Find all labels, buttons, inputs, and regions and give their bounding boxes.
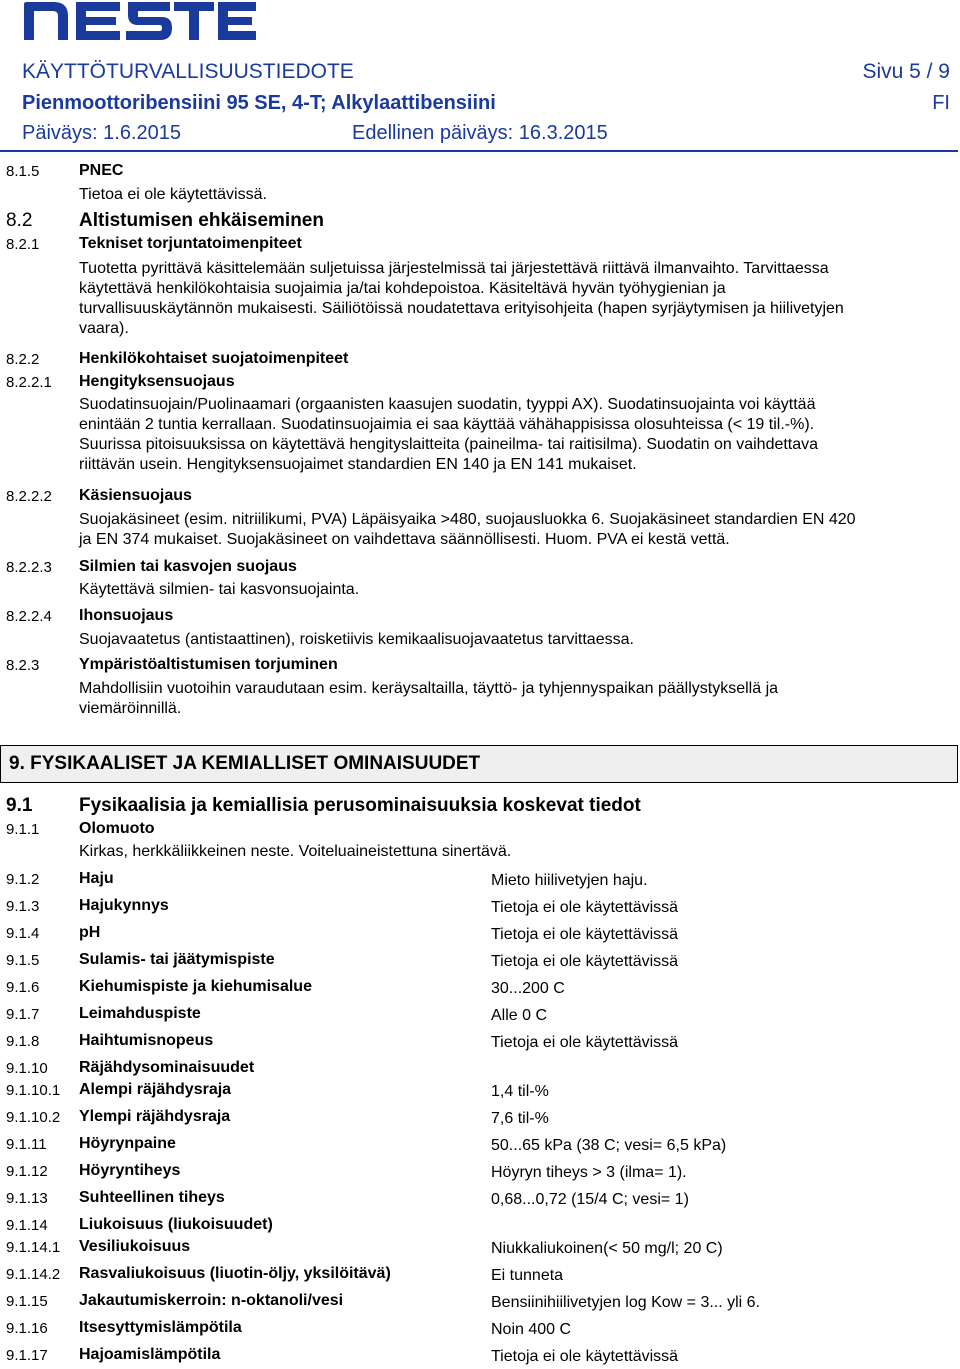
section-number: 8.2.2.3 xyxy=(6,559,52,576)
section-title-tekniset: Tekniset torjuntatoimenpiteet xyxy=(79,235,302,252)
section-paragraph: Mahdollisiin vuotoihin varaudutaan esim. keräysaltailla, täyttö- ja tyhjennyspaikan päällystyksellä ja viemäröinnillä. xyxy=(79,680,779,717)
section-title-perusominaisuudet: Fysikaalisia ja kemiallisia perusominaisuuksia koskevat tiedot xyxy=(79,795,641,816)
section-title-ihonsuojaus: Ihonsuojaus xyxy=(79,607,174,624)
section-9-heading: 9. FYSIKAALISET JA KEMIALLISET OMINAISUUDET xyxy=(0,745,958,783)
section-title-silmien: Silmien tai kasvojen suojaus xyxy=(79,558,297,575)
header-divider xyxy=(0,150,958,152)
section-paragraph: Tuotetta pyrittävä käsittelemään suljetuissa järjestelmissä tai järjestettävä riittävä ilmanvaihto. Tarvittaessa käytettävä henkilökohtaisia suojaimia ja/tai kohdepoistoa. Käsiteltävä hyvän työhygienian ja turvallisuuskäytännön mukaisesti. Säiliötöissä noudatettava erityisohjeita (hapen syrjäytymisen ja hiilivetyjen vaara). xyxy=(79,260,844,337)
section-number: 9.1.1 xyxy=(6,821,40,838)
section-text: Käytettävä silmien- tai kasvonsuojainta. xyxy=(79,581,360,598)
section-title-ymparisto: Ympäristöaltistumisen torjuminen xyxy=(79,656,338,673)
section-number: 8.2.3 xyxy=(6,657,40,674)
header-row-1 xyxy=(22,60,950,84)
product-name: Pienmoottoribensiini 95 SE, 4-T; Alkylaattibensiini xyxy=(22,92,496,114)
section-title-olomuoto: Olomuoto xyxy=(79,820,155,837)
section-number: 8.2 xyxy=(6,210,33,231)
section-text: Kirkas, herkkäliikkeinen neste. Voiteluaineistettuna sinertävä. xyxy=(79,843,512,860)
section-title-hengityksensuojaus: Hengityksensuojaus xyxy=(79,373,235,390)
section-text: Tietoa ei ole käytettävissä. xyxy=(79,186,267,203)
previous-date: Edellinen päiväys: 16.3.2015 xyxy=(352,122,608,144)
section-number: 9.1 xyxy=(6,795,33,816)
section-paragraph: Suojakäsineet (esim. nitriilikumi, PVA) Läpäisyaika >480, suojausluokka 6. Suojakäsineet standardien EN 420 ja EN 374 mukaiset. Suojakäsineet on vaihdettava säännöllisesti. Huom. PVA ei kestä vettä. xyxy=(79,511,856,548)
section-number: 8.2.2.2 xyxy=(6,488,52,505)
section-number: 8.2.2 xyxy=(6,351,40,368)
page-number: Sivu 5 / 9 xyxy=(862,60,950,83)
section-paragraph: Suodatinsuojain/Puolinaamari (orgaanisten kaasujen suodatin, tyyppi AX). Suodatinsuojainta voi käyttää enintään 2 tuntia kerrallaan. Suodatinsuojaimia ei saa käyttää vähähappisissa olosuhteissa (< 19 til.-%). Suurissa pitoisuuksissa on käytettävä hengityslaitteita (paineilma- tai raitisilma). Suodatin on vaihdettava riittävän usein. Hengityksensuojaimet standardien EN 140 ja EN 141 mukaiset. xyxy=(79,396,819,473)
section-number: 8.2.1 xyxy=(6,236,40,253)
neste-logo xyxy=(24,2,256,40)
header-row-2 xyxy=(22,92,950,115)
doc-type: KÄYTTÖTURVALLISUUSTIEDOTE xyxy=(22,60,354,83)
language-code: FI xyxy=(932,92,950,114)
section-number: 8.2.2.4 xyxy=(6,608,52,625)
section-number: 8.1.5 xyxy=(6,163,40,180)
section-text: Suojavaatetus (antistaattinen), roisketiivis kemikaalisuojavaatetus tarvittaessa. xyxy=(79,631,634,648)
section-title-henkilokohtaiset: Henkilökohtaiset suojatoimenpiteet xyxy=(79,350,349,367)
header-row-3 xyxy=(22,122,950,145)
section-title-kasiensuojaus: Käsiensuojaus xyxy=(79,487,192,504)
section-number: 8.2.2.1 xyxy=(6,374,52,391)
section-title-altistumisen: Altistumisen ehkäiseminen xyxy=(79,210,324,231)
issue-date: Päiväys: 1.6.2015 xyxy=(22,122,181,144)
section-title-pnec: PNEC xyxy=(79,162,124,179)
